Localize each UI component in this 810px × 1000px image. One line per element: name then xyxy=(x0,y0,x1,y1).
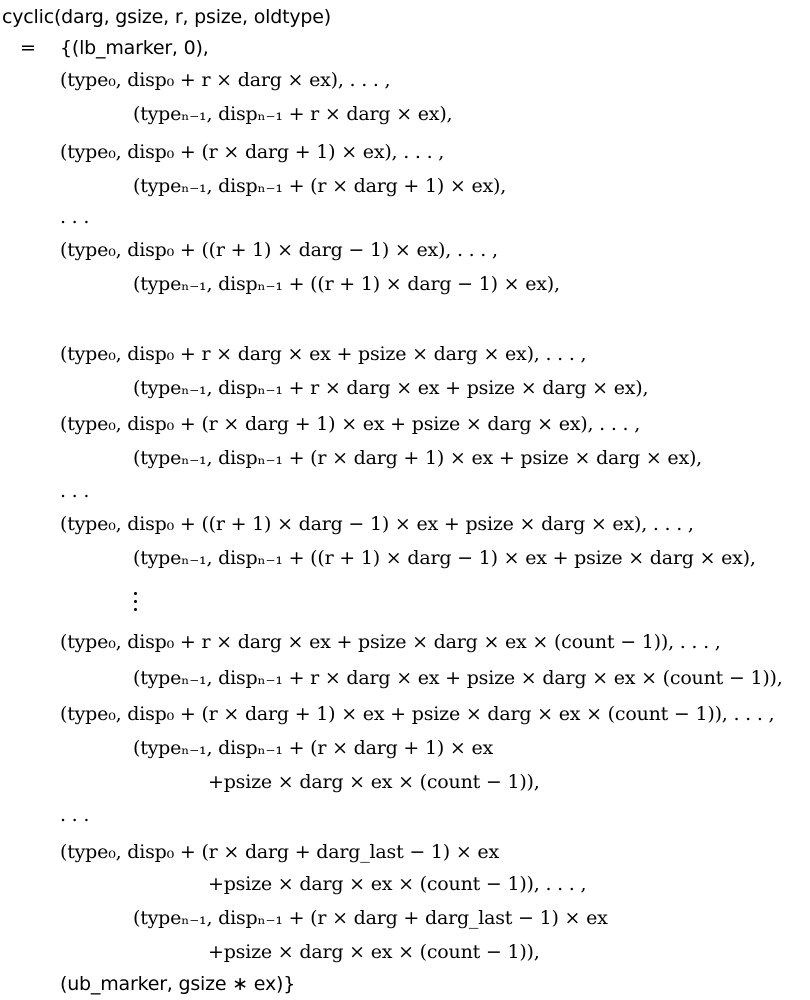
formula-line: +psize × darg × ex × (count − 1)), . . . , xyxy=(208,873,587,895)
formula-line: (type₀, disp₀ + (r × darg + 1) × ex + psize × darg × ex × (count − 1)), . . . , xyxy=(60,703,775,725)
formula-line: (ub_marker, gsize ∗ ex)} xyxy=(60,973,296,995)
ellipsis-line: . . . xyxy=(60,206,90,228)
formula-line: (type₀, disp₀ + r × darg × ex + psize × darg × ex), . . . , xyxy=(60,343,587,365)
ellipsis-line: . . . xyxy=(60,804,90,826)
formula-line: (typeₙ₋₁, dispₙ₋₁ + ((r + 1) × darg − 1) × ex), xyxy=(133,273,560,295)
formula-line: cyclic(darg, gsize, r, psize, oldtype) xyxy=(2,6,331,28)
vertical-ellipsis xyxy=(133,592,139,616)
formula-line: (typeₙ₋₁, dispₙ₋₁ + (r × darg + 1) × ex), xyxy=(133,175,507,197)
formula-line: (typeₙ₋₁, dispₙ₋₁ + r × darg × ex), xyxy=(133,103,453,125)
formula-line: (typeₙ₋₁, dispₙ₋₁ + (r × darg + 1) × ex + psize × darg × ex), xyxy=(133,447,703,469)
formula-line: (typeₙ₋₁, dispₙ₋₁ + ((r + 1) × darg − 1) × ex + psize × darg × ex), xyxy=(133,547,756,569)
formula-line: (typeₙ₋₁, dispₙ₋₁ + r × darg × ex + psize × darg × ex × (count − 1)), xyxy=(133,667,783,689)
formula-line: (typeₙ₋₁, dispₙ₋₁ + r × darg × ex + psize × darg × ex), xyxy=(133,377,649,399)
formula-line: (typeₙ₋₁, dispₙ₋₁ + (r × darg + darg_last − 1) × ex xyxy=(133,907,608,929)
formula-line: +psize × darg × ex × (count − 1)), xyxy=(208,941,540,963)
equals-sign: = xyxy=(20,37,36,59)
formula-line: (typeₙ₋₁, dispₙ₋₁ + (r × darg + 1) × ex xyxy=(133,737,494,759)
formula-line: +psize × darg × ex × (count − 1)), xyxy=(208,771,540,793)
formula-line: (type₀, disp₀ + ((r + 1) × darg − 1) × ex), . . . , xyxy=(60,239,498,261)
formula-line: (type₀, disp₀ + r × darg × ex + psize × darg × ex × (count − 1)), . . . , xyxy=(60,631,721,653)
formula-line: (type₀, disp₀ + (r × darg + 1) × ex), . . . , xyxy=(60,141,445,163)
formula-line: {(lb_marker, 0), xyxy=(60,37,209,59)
ellipsis-line: . . . xyxy=(60,480,90,502)
formula-line: (type₀, disp₀ + r × darg × ex), . . . , xyxy=(60,69,391,91)
formula-line: (type₀, disp₀ + (r × darg + darg_last − 1) × ex xyxy=(60,841,499,863)
formula-line: (type₀, disp₀ + (r × darg + 1) × ex + psize × darg × ex), . . . , xyxy=(60,413,641,435)
formula-line: (type₀, disp₀ + ((r + 1) × darg − 1) × ex + psize × darg × ex), . . . , xyxy=(60,513,694,535)
